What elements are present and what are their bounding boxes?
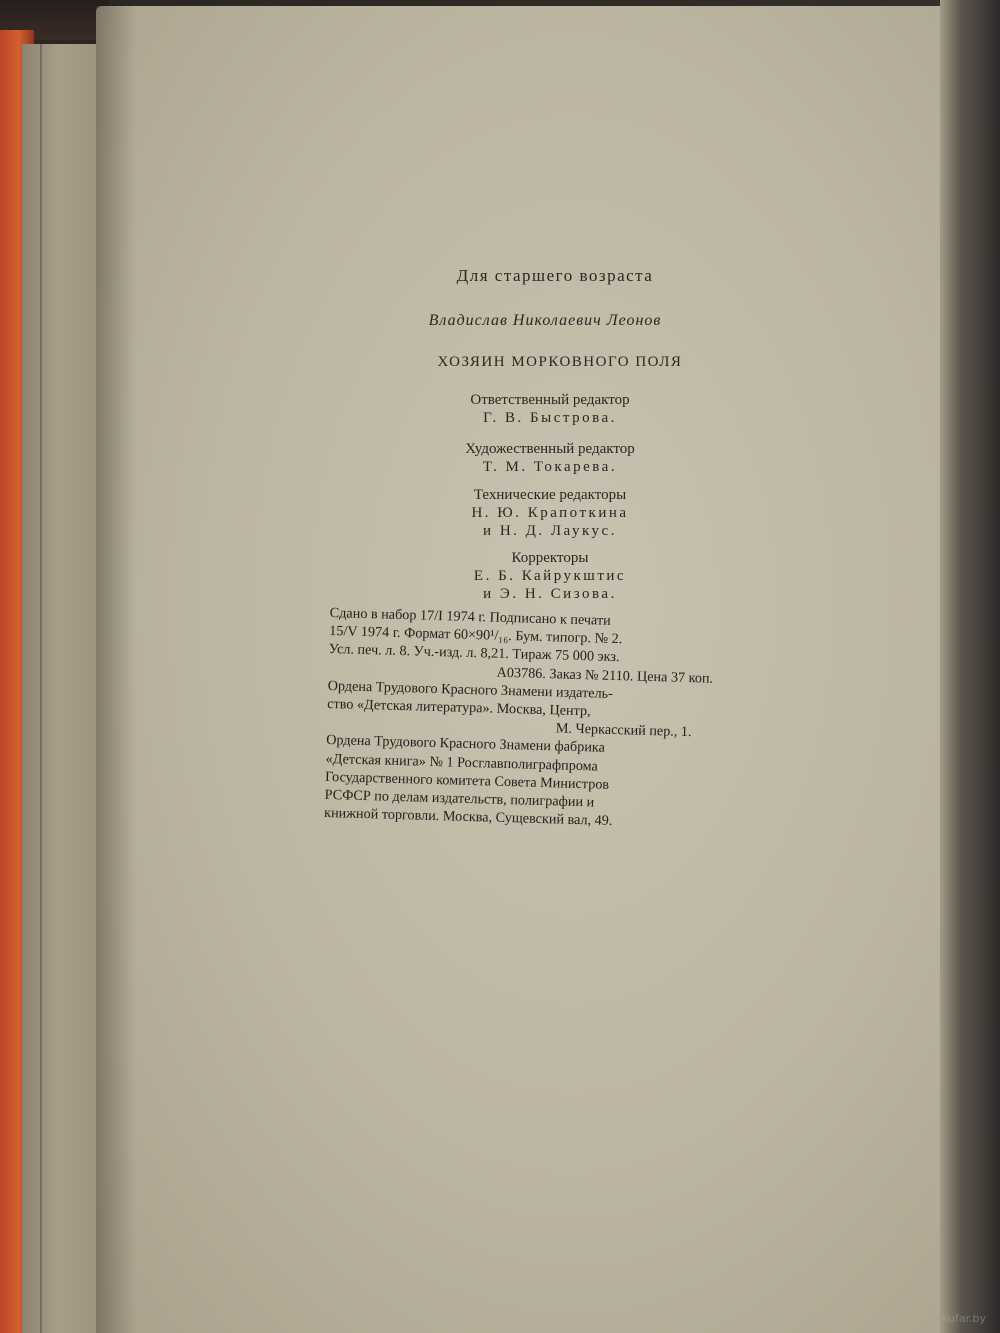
audience-label: Для старшего возраста xyxy=(456,266,654,285)
imprint-line: Ордена Трудового Красного Знамени издатель- xyxy=(327,677,614,702)
imprint-line: «Детская книга» № 1 Росглавполиграфпрома xyxy=(325,750,599,775)
proofreader-name: и Э. Н. Сизова. xyxy=(483,586,617,602)
technical-editors-block xyxy=(400,487,700,540)
proofreaders-label: Корректоры xyxy=(511,550,589,566)
imprint-line: Сдано в набор 17/I 1974 г. Подписано к печати xyxy=(329,604,611,629)
technical-editor-name: Н. Ю. Крапоткина xyxy=(471,505,629,521)
imprint-line: РСФСР по делам издательств, полиграфии и xyxy=(324,786,595,811)
imprint-line: А03786. Заказ № 2110. Цена 37 коп. xyxy=(496,664,714,687)
art-editor-label: Художественный редактор xyxy=(465,441,635,457)
book-title: ХОЗЯИН МОРКОВНОГО ПОЛЯ xyxy=(437,354,683,370)
watermark: kufar.by xyxy=(941,1312,986,1325)
responsible-editor-name: Г. В. Быстрова. xyxy=(483,410,617,426)
imprint-line: ство «Детская литература». Москва, Центр, xyxy=(326,695,591,720)
imprint-line: книжной торговли. Москва, Сущевский вал, 49. xyxy=(323,805,613,830)
proofreaders-block xyxy=(400,550,700,603)
art-editor-block xyxy=(400,441,700,476)
technical-editor-name: и Н. Д. Лаукус. xyxy=(483,523,617,539)
proofreader-name: Е. Б. Кайрукштис xyxy=(473,568,627,584)
responsible-editor-label: Ответственный редактор xyxy=(470,392,630,408)
technical-editors-label: Технические редакторы xyxy=(473,487,627,503)
imprint-line: Ордена Трудового Красного Знамени фабрика xyxy=(325,732,606,757)
imprint-line: Усл. печ. л. 8. Уч.-изд. л. 8,21. Тираж 75 000 экз. xyxy=(328,641,620,666)
imprint-line: 15/V 1974 г. Формат 60×90¹/₁₆. Бум. типогр. № 2. xyxy=(329,623,623,648)
art-editor-name: Т. М. Токарева. xyxy=(482,459,618,475)
responsible-editor-block xyxy=(400,392,700,427)
imprint-line: М. Черкасский пер., 1. xyxy=(555,720,692,741)
author-name: Владислав Николаевич Леонов xyxy=(428,312,662,329)
imprint-block xyxy=(324,604,755,834)
page-gutter-shadow xyxy=(940,0,1000,1333)
imprint-line: Государственного комитета Совета Министров xyxy=(324,768,610,793)
